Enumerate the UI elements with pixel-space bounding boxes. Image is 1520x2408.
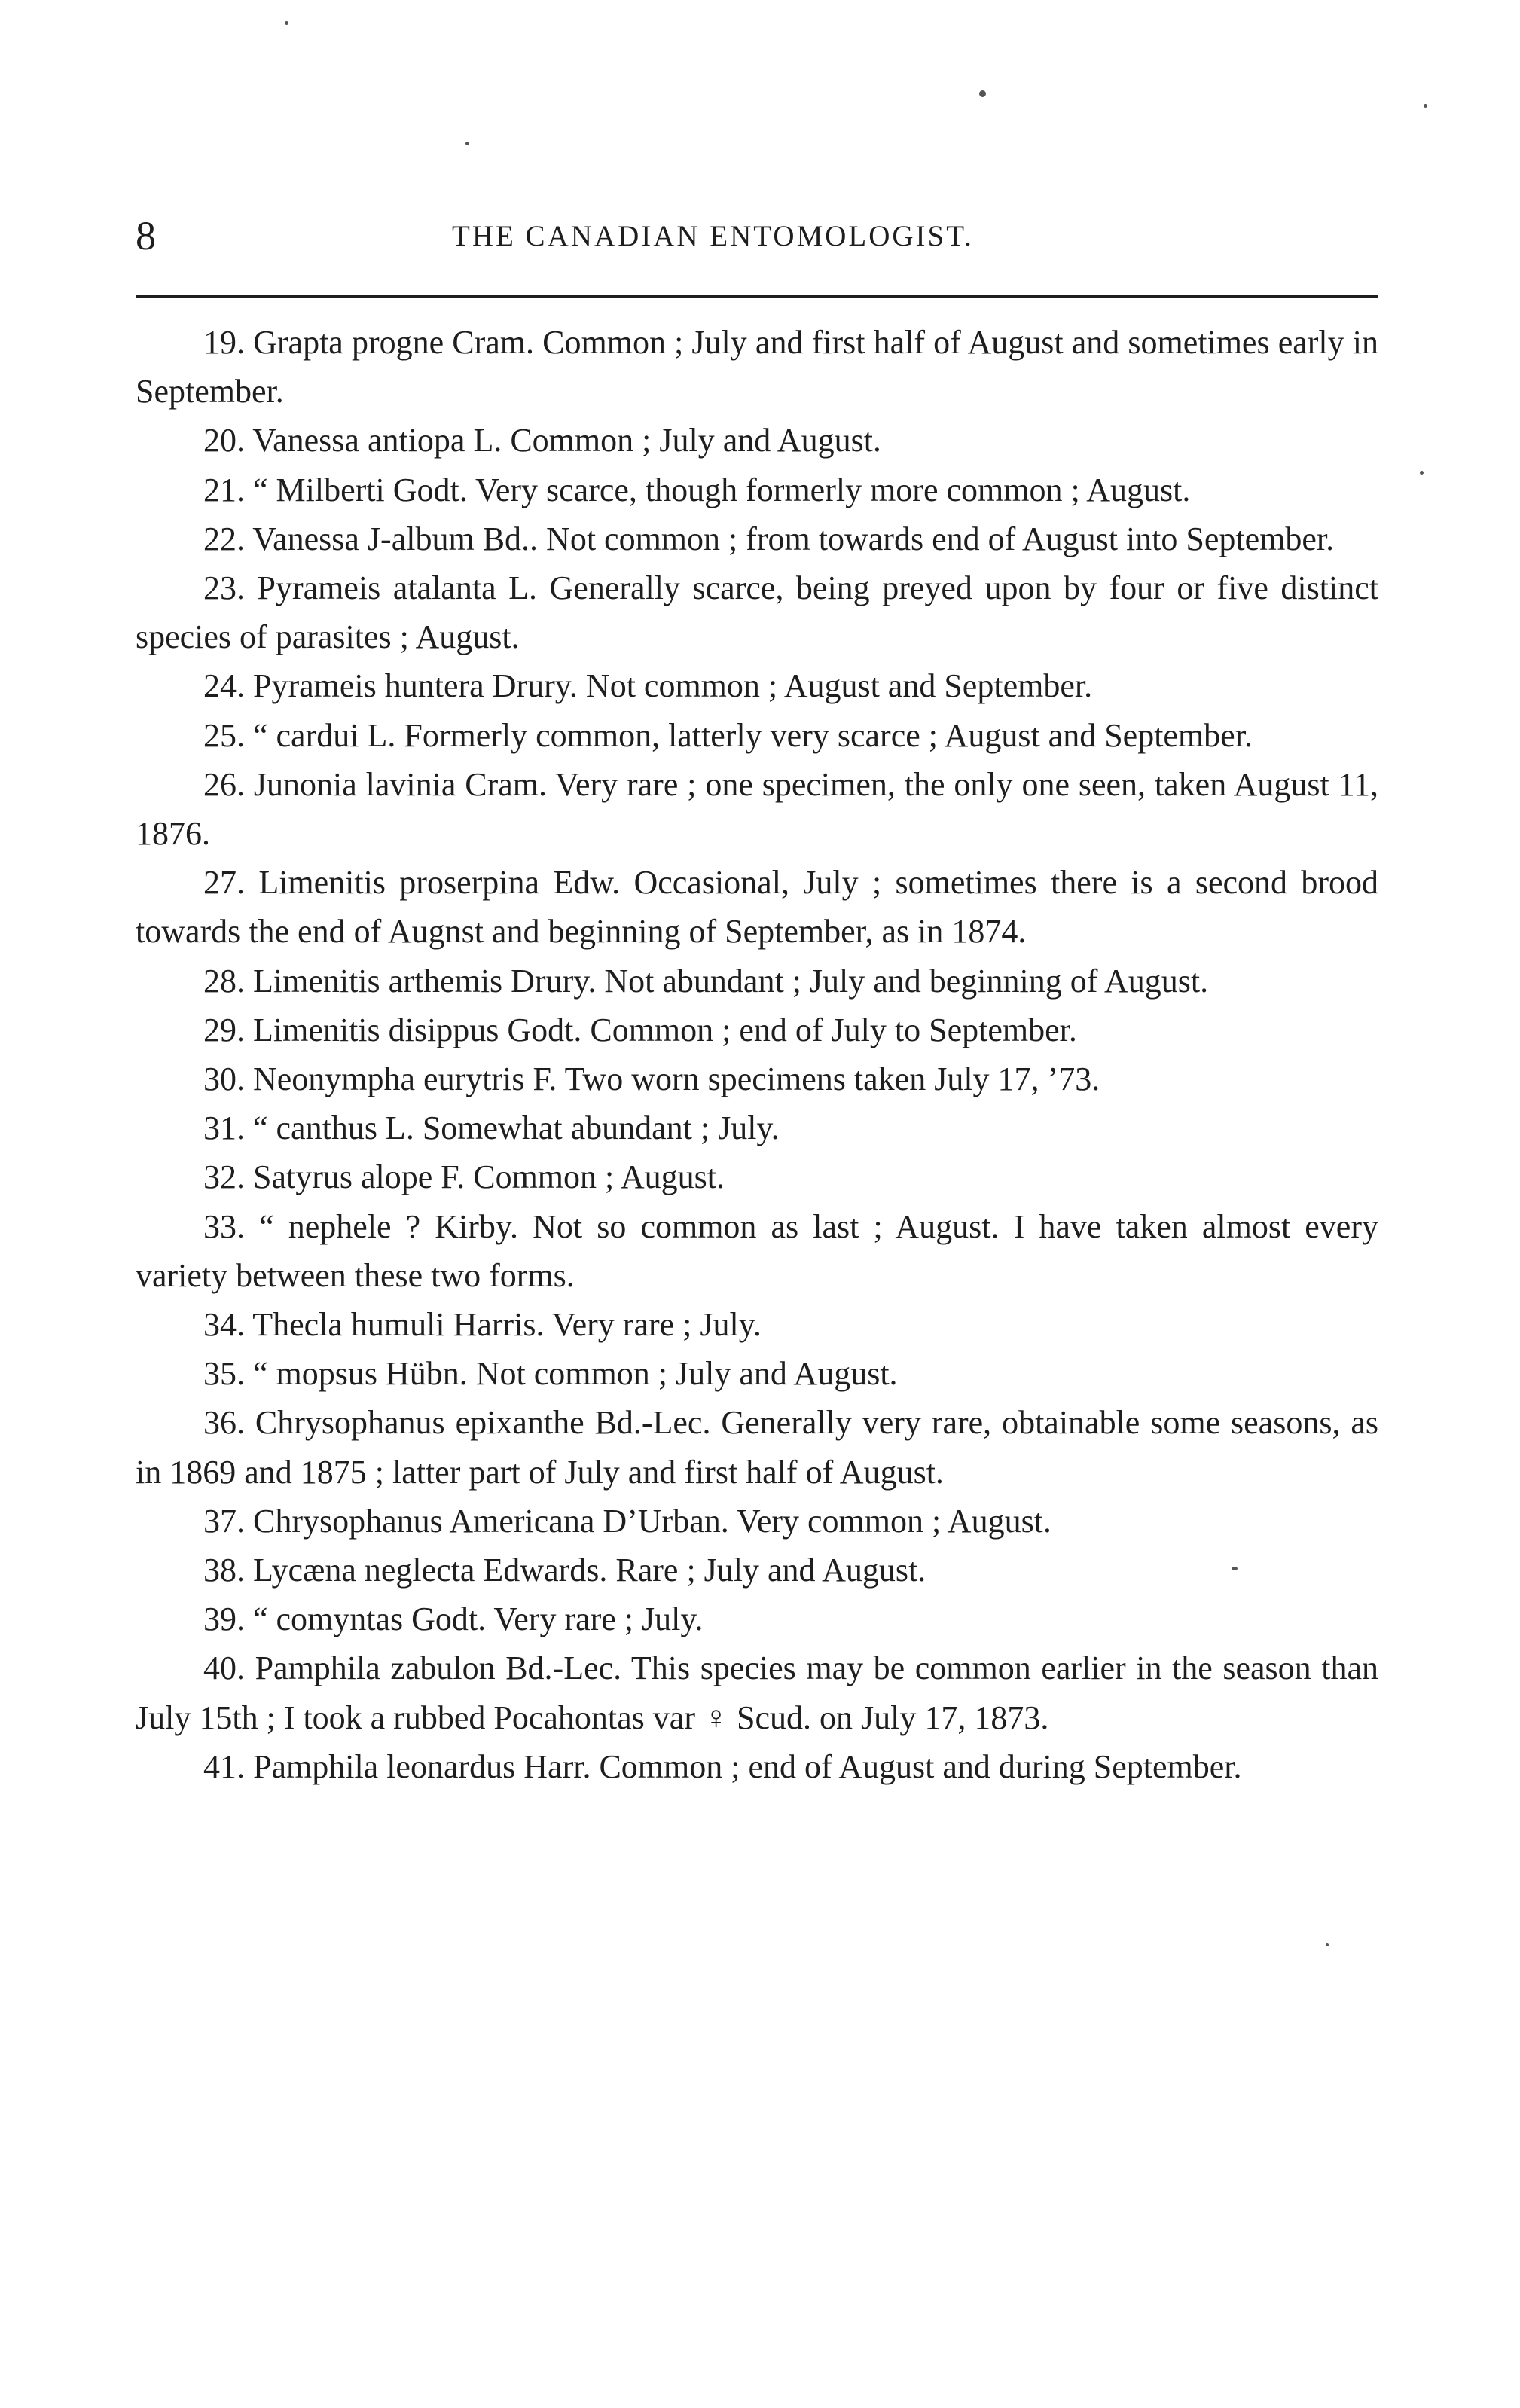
list-item: 21. “ Milberti Godt. Very scarce, though formerly more common ; August. xyxy=(203,471,1191,508)
list-item: 27. Limenitis proserpina Edw. Occasional, July ; sometimes there is a second brood towards the end of Augnst and beginning of September, as in 1874. xyxy=(136,864,1378,951)
list-item: 26. Junonia lavinia Cram. Very rare ; one specimen, the only one seen, taken August 11, 1876. xyxy=(136,765,1378,853)
list-item: 41. Pamphila leonardus Harr. Common ; end of August and during September. xyxy=(203,1747,1242,1785)
list-item: 36. Chrysophanus epixanthe Bd.-Lec. Generally very rare, obtainable some seasons, as in 1869 and 1875 ; latter part of July and first half of August. xyxy=(136,1404,1378,1491)
list-item: 35. “ mopsus Hübn. Not common ; July and August. xyxy=(203,1355,898,1393)
list-item: 19. Grapta progne Cram. Common ; July and first half of August and sometimes early in September. xyxy=(136,324,1378,410)
page-number: 8 xyxy=(136,213,156,258)
list-item: 34. Thecla humuli Harris. Very rare ; July. xyxy=(203,1306,762,1344)
running-title: THE CANADIAN ENTOMOLOGIST. xyxy=(452,220,974,252)
list-item: 24. Pyrameis huntera Drury. Not common ; August and September. xyxy=(203,667,1093,705)
list-item: 37. Chrysophanus Americana D’Urban. Very common ; August. xyxy=(203,1502,1051,1540)
header-rule xyxy=(136,295,1378,298)
list-item: 20. Vanessa antiopa L. Common ; July and August. xyxy=(203,422,881,459)
list-item: 32. Satyrus alope F. Common ; August. xyxy=(203,1158,725,1196)
list-item: 38. Lycæna neglecta Edwards. Rare ; July and August. xyxy=(203,1552,926,1589)
list-item: 30. Neonympha eurytris F. Two worn specimens taken July 17, ’73. xyxy=(203,1061,1100,1098)
list-item: 40. Pamphila zabulon Bd.-Lec. This species may be common earlier in the season than July 15th ; I took a rubbed Pocahontas var ♀ Scud. on July 17, 1873. xyxy=(136,1650,1378,1736)
list-item: 39. “ comyntas Godt. Very rare ; July. xyxy=(203,1601,704,1638)
list-item: 28. Limenitis arthemis Drury. Not abundant ; July and beginning of August. xyxy=(203,962,1209,1000)
list-item: 23. Pyrameis atalanta L. Generally scarce, being preyed upon by four or five distinct species of parasites ; August. xyxy=(136,569,1378,656)
list-item: 25. “ cardui L. Formerly common, latterly very scarce ; August and September. xyxy=(203,716,1253,754)
list-item: 33. “ nephele ? Kirby. Not so common as last ; August. I have taken almost every variety between these two forms. xyxy=(136,1207,1378,1294)
page-header xyxy=(136,209,1378,262)
species-list xyxy=(136,318,1378,1791)
list-item: 31. “ canthus L. Somewhat abundant ; July. xyxy=(203,1109,780,1147)
list-item: 22. Vanessa J-album Bd.. Not common ; from towards end of August into September. xyxy=(203,520,1335,557)
list-item: 29. Limenitis disippus Godt. Common ; end of July to September. xyxy=(203,1011,1077,1048)
